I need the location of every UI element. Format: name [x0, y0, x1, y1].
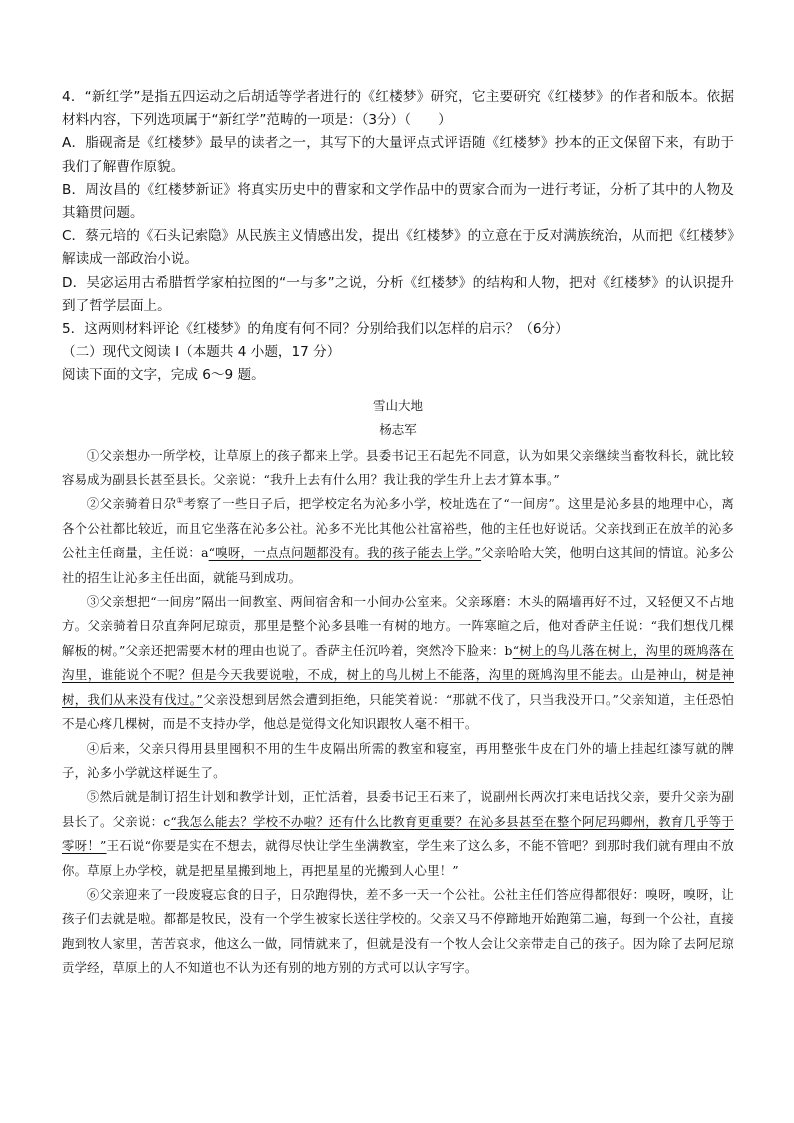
article-paragraph-3 [62, 590, 734, 736]
article-paragraph-1: ①父亲想办一所学校，让草原上的孩子都来上学。县委书记王石起先不同意，认为如果父亲继续当畜牧科长，就比较容易成为副县长甚至县长。父亲说：“我升上去有什么用？我让我的学生升上去才算本事。” [62, 447, 734, 488]
article-paragraph-5 [62, 785, 734, 883]
question-4-option-c: C．蔡元培的《石头记索隐》从民族主义情感出发，提出《红楼梦》的立意在于反对满族统治，从而把《红楼梦》解读成一部政治小说。 [62, 228, 734, 268]
article-paragraph-6: ⑥父亲迎来了一段废寝忘食的日子，日尕跑得快，差不多一天一个公社。公社主任们答应得都很好：嗅呀，嗅呀，让孩子们去就是啦。都都是牧民，没有一个学生被家长送往学校的。父亲又马不停蹄地开始跑第二遍，每到一个公社，直接跑到牧人家里，苦苦哀求，他这么一做，同情就来了，但就是没有一个牧人会让父亲带走自己的孩子。因为除了去阿尼琼贡学经，草原上的人不知道也不认为还有别的地方别的方式可以认字写字。 [62, 886, 734, 976]
document-page [62, 86, 734, 981]
paragraph-3-text-a: ③父亲想把“一间房”隔出一间教室、两间宿舍和一小间办公室来。父亲琢磨：木头的隔墙再好不过，又轻便又不占地方。父亲骑着日尕直奔阿尼琼贡，那里是整个沁多县唯一有树的地方。一阵寒暄之后，他对香萨主任说：“我们想伐几棵解板的树。”父亲还把需要木材的理由也说了。香萨主任沉吟着，突然冷下脸来：b [62, 594, 734, 658]
article-paragraph-2 [62, 492, 734, 590]
question-4-stem: 4．“新红学”是指五四运动之后胡适等学者进行的《红楼梦》研究，它主要研究《红楼梦》的作者和版本。依据材料内容，下列选项属于“新红学”范畴的一项是：（3分）（ ） [62, 89, 734, 129]
question-4-option-b: B．周汝昌的《红楼梦新证》将真实历史中的曹家和文学作品中的贾家合而为一进行考证，分析了其中的人物及其籍贯问题。 [62, 181, 734, 222]
underlined-sentence-a: “嗅呀，一点点问题都没有。我的孩子能去上学。” [208, 545, 482, 561]
paragraph-5-text-b: 王石说“你要是实在不想去，就得尽快让学生坐满教室，学生来了这么多，不能不管吧？到那时我们就有理由不放你。草原上办学校，就是把星星搬到地上，再把星星的光搬到人心里！” [62, 838, 734, 878]
article-title: 雪山大地 [372, 397, 423, 413]
paragraph-2-text-b: 考察了一些日子后，把学校定名为沁多小学，校址选在了“一间房”。这里是沁多县的地理中心，离各个公社都比较近，而且它坐落在沁多公社。沁多不光比其他公社富裕些，他的主任也好说话。父亲找到正在放羊的沁多公社主任商量，主任说：a [62, 496, 735, 561]
paragraph-2-text-a: ②父亲骑着日尕 [86, 496, 177, 512]
article-paragraph-4: ④后来，父亲只得用县里囤积不用的生牛皮隔出所需的教室和寝室，再用整张牛皮在门外的墙上挂起红漆写就的牌子，沁多小学就这样诞生了。 [62, 740, 734, 780]
article-author: 杨志军 [379, 421, 417, 437]
footnote-marker: ① [176, 496, 184, 506]
underlined-sentence-b: “树上的鸟儿落在树上，沟里的斑鸠落在沟里，谁能说个不呢？但是今天我要说啦，不成，树上的鸟儿树上不能落，沟里的斑鸠沟里不能去。山是神山，树是神树，我们从来没有伐过。” [62, 642, 734, 707]
section-heading: （二）现代文阅读 I（本题共 4 小题，17 分） [62, 344, 341, 361]
question-4-option-a: A．脂砚斋是《红楼梦》最早的读者之一，其写下的大量评点式评语随《红楼梦》抄本的正文保留下来，有助于我们了解曹作原貌。 [62, 135, 734, 175]
paragraph-3-text-b: 父亲没想到居然会遭到拒绝，只能笑着说：“那就不伐了，只当我没开口。”父亲知道，主任恐怕不是心疼几棵树，而是不支持办学，他总是觉得文化知识跟牧人毫不相干。 [62, 691, 734, 732]
question-4-option-d: D．吴宓运用古希腊哲学家柏拉图的“一与多”之说，分析《红楼梦》的结构和人物，把对《红楼梦》的认识提升到了哲学层面上。 [62, 274, 734, 314]
underlined-sentence-c: “我怎么能去？学校不办啦？还有什么比教育更重要？在沁多县甚至在整个阿尼玛卿州，教育几乎等于零呀！” [62, 813, 734, 854]
paragraph-5-text-a: ⑤然后就是制订招生计划和教学计划，正忙活着，县委书记王石来了，说副州长两次打来电话找父亲，要升父亲为副县长了。父亲说：c [62, 789, 734, 829]
paragraph-2-text-c: 父亲哈哈大笑，他明白这其间的情谊。沁多公社的招生让沁多主任出面，就能马到成功。 [62, 545, 734, 585]
section-instruction: 阅读下面的文字，完成 6～9 题。 [62, 367, 265, 384]
question-5: 5．这两则材料评论《红楼梦》的角度有何不同？分别给我们以怎样的启示？（6分） [62, 321, 569, 338]
